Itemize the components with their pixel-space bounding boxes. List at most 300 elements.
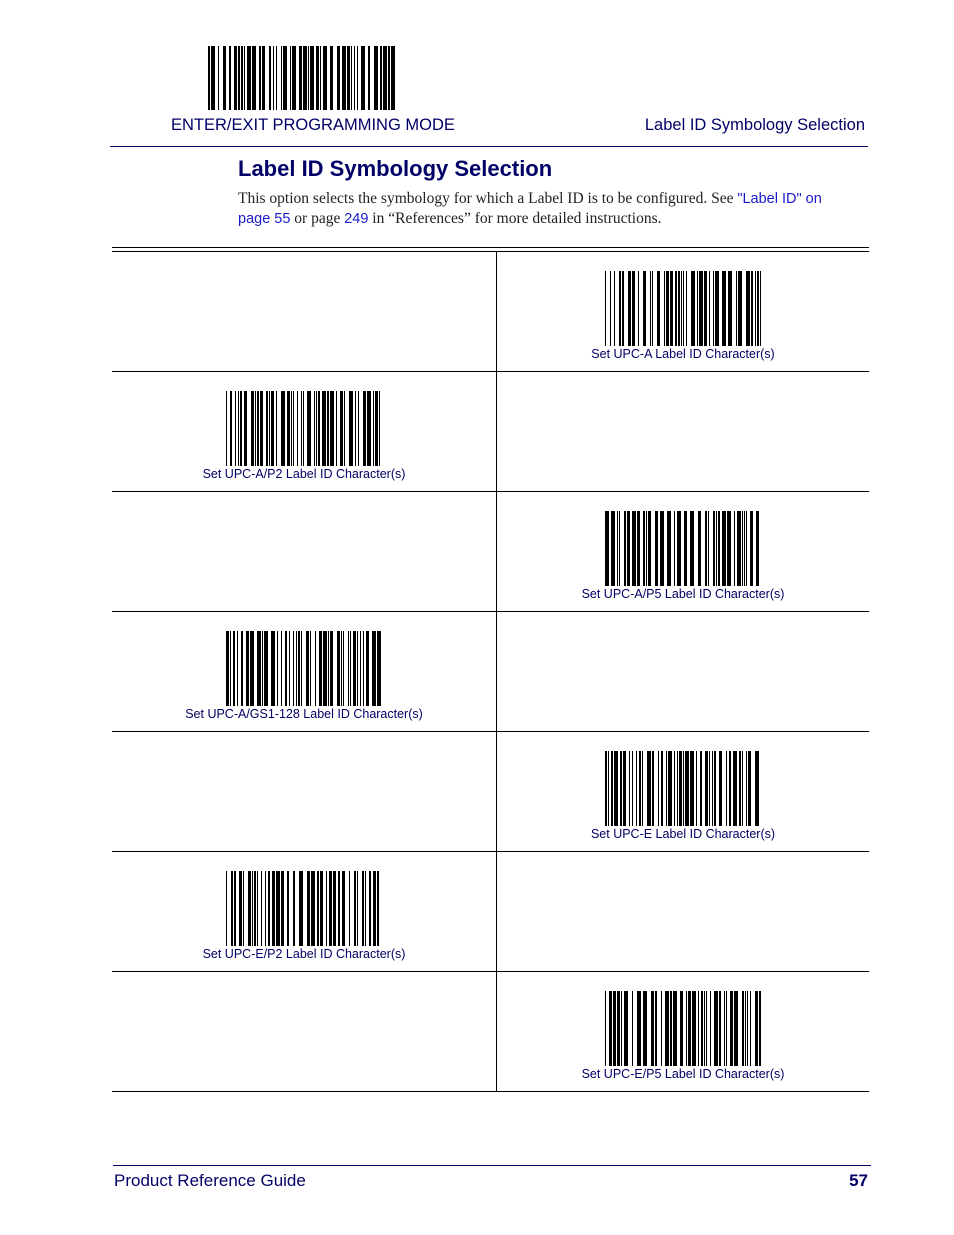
- barcode-bar: [311, 871, 315, 946]
- barcode-bar: [211, 46, 215, 110]
- barcode-bar: [366, 631, 369, 706]
- barcode-bar: [679, 751, 682, 826]
- barcode-bar: [722, 511, 726, 586]
- barcode-bar: [710, 991, 711, 1066]
- barcode-bar: [368, 46, 370, 110]
- barcode-bar: [248, 871, 251, 946]
- barcode-bar: [330, 631, 333, 706]
- barcode-bar: [704, 991, 705, 1066]
- barcode-bar: [756, 511, 759, 586]
- label-id-barcode: [226, 871, 382, 946]
- barcode-bar: [246, 631, 249, 706]
- barcode-bar: [750, 991, 751, 1066]
- barcode-bar: [605, 511, 609, 586]
- barcode-bar: [372, 631, 376, 706]
- barcode-bar: [691, 271, 695, 346]
- barcode-bar: [341, 631, 342, 706]
- barcode-bar: [330, 46, 333, 110]
- barcode-bar: [632, 511, 636, 586]
- right-cell: [497, 372, 869, 491]
- right-cell: [497, 972, 869, 1091]
- intro-text-middle: or page: [290, 210, 345, 227]
- right-cell: [497, 852, 869, 971]
- barcode-bar: [303, 391, 304, 466]
- barcode-bar: [361, 46, 365, 110]
- barcode-bar: [670, 991, 672, 1066]
- barcode-bar: [208, 46, 210, 110]
- barcode-bar: [350, 631, 351, 706]
- barcode-bar: [609, 991, 612, 1066]
- barcode-bar: [760, 271, 761, 346]
- barcode-bar: [343, 631, 344, 706]
- barcode-bar: [742, 511, 743, 586]
- barcode-bar: [235, 391, 236, 466]
- barcode-bar: [268, 871, 270, 946]
- barcode-bar: [297, 391, 298, 466]
- barcode-bar: [751, 271, 753, 346]
- barcode-bar: [277, 631, 278, 706]
- barcode-bar: [233, 631, 235, 706]
- barcode-caption: Set UPC-A/P2 Label ID Character(s): [202, 467, 406, 481]
- barcode-bar: [726, 751, 727, 826]
- barcode-bar: [755, 751, 759, 826]
- barcode-bar: [285, 631, 287, 706]
- barcode-caption: Set UPC-E/P2 Label ID Character(s): [202, 947, 406, 961]
- barcode-bar: [293, 871, 295, 946]
- barcode-bar: [357, 631, 358, 706]
- barcode-bar: [624, 991, 628, 1066]
- barcode-bar: [358, 391, 359, 466]
- barcode-caption: Set UPC-E Label ID Character(s): [590, 827, 776, 841]
- barcode-bar: [314, 391, 315, 466]
- barcode-bar: [354, 871, 356, 946]
- barcode-bar: [320, 871, 323, 946]
- barcode-bar: [700, 751, 702, 826]
- barcode-bar: [617, 991, 620, 1066]
- barcode-bar: [369, 871, 371, 946]
- barcode-bar: [316, 46, 319, 110]
- barcode-bar: [692, 991, 696, 1066]
- barcode-bar: [658, 751, 659, 826]
- barcode-bar: [271, 631, 275, 706]
- barcode-bar: [271, 391, 274, 466]
- barcode-bar: [240, 391, 242, 466]
- barcode-bar: [357, 871, 358, 946]
- barcode-bar: [652, 271, 653, 346]
- barcode-row: [112, 492, 869, 612]
- barcode-bar: [661, 991, 662, 1066]
- barcode-caption: Set UPC-A/P5 Label ID Character(s): [581, 587, 785, 601]
- barcode-bar: [747, 991, 748, 1066]
- barcode-bar: [724, 991, 725, 1066]
- barcode-bar: [261, 871, 262, 946]
- label-id-barcode: [226, 391, 382, 466]
- barcode-bar: [614, 751, 618, 826]
- barcode-bar: [237, 631, 238, 706]
- barcode-bar: [373, 871, 376, 946]
- barcode-bar: [301, 391, 302, 466]
- barcode-bar: [742, 991, 744, 1066]
- barcode-bar: [349, 391, 353, 466]
- barcode-bar: [257, 391, 259, 466]
- barcode-bar: [673, 991, 677, 1066]
- barcode-bar: [698, 991, 699, 1066]
- label-id-barcode: [605, 511, 761, 586]
- barcode-bar: [383, 46, 387, 110]
- barcode-bar: [363, 391, 366, 466]
- barcode-bar: [733, 751, 737, 826]
- intro-text-end: in “References” for more detailed instructions.: [368, 210, 662, 227]
- barcode-bar: [746, 751, 747, 826]
- barcode-bar: [605, 751, 607, 826]
- left-cell: [112, 972, 496, 1091]
- barcode-bar: [755, 991, 758, 1066]
- barcode-bar: [342, 46, 346, 110]
- barcode-bar: [254, 871, 256, 946]
- barcode-bar: [736, 271, 737, 346]
- barcode-bar: [750, 511, 753, 586]
- header-programming-mode-label: ENTER/EXIT PROGRAMMING MODE: [171, 116, 455, 134]
- barcode-bar: [247, 46, 251, 110]
- barcode-table: [112, 252, 869, 1092]
- barcode-bar: [746, 271, 750, 346]
- barcode-row: [112, 252, 869, 372]
- barcode-bar: [303, 46, 307, 110]
- barcode-bar: [257, 631, 261, 706]
- left-cell: [112, 252, 496, 371]
- barcode-bar: [290, 46, 291, 110]
- barcode-bar: [734, 991, 738, 1066]
- barcode-bar: [264, 631, 268, 706]
- section-title: Label ID Symbology Selection: [238, 156, 553, 181]
- barcode-bar: [657, 271, 660, 346]
- barcode-bar: [727, 511, 731, 586]
- barcode-bar: [326, 871, 327, 946]
- barcode-bar: [651, 991, 654, 1066]
- barcode-bar: [714, 751, 716, 826]
- barcode-bar: [680, 991, 683, 1066]
- barcode-bar: [677, 511, 681, 586]
- barcode-bar: [648, 511, 651, 586]
- barcode-bar: [614, 271, 615, 346]
- barcode-bar: [719, 991, 721, 1066]
- barcode-bar: [244, 46, 245, 110]
- barcode-bar: [696, 751, 697, 826]
- barcode-bar: [686, 271, 687, 346]
- barcode-bar: [293, 631, 294, 706]
- barcode-bar: [728, 271, 732, 346]
- barcode-bar: [373, 391, 374, 466]
- barcode-bar: [391, 46, 395, 110]
- barcode-bar: [734, 511, 735, 586]
- barcode-bar: [287, 391, 290, 466]
- barcode-bar: [664, 271, 665, 346]
- barcode-bar: [709, 271, 710, 346]
- barcode-bar: [250, 631, 254, 706]
- barcode-bar: [638, 271, 639, 346]
- barcode-bar: [360, 631, 361, 706]
- barcode-bar: [367, 391, 371, 466]
- barcode-bar: [622, 271, 624, 346]
- barcode-bar: [354, 46, 355, 110]
- barcode-bar: [226, 391, 227, 466]
- barcode-bar: [262, 631, 263, 706]
- barcode-bar: [737, 511, 741, 586]
- barcode-bar: [709, 751, 710, 826]
- barcode-bar: [688, 991, 691, 1066]
- barcode-bar: [677, 751, 678, 826]
- barcode-bar: [646, 511, 647, 586]
- barcode-bar: [759, 991, 761, 1066]
- barcode-bar: [642, 751, 643, 826]
- barcode-bar: [306, 631, 309, 706]
- barcode-bar: [260, 391, 263, 466]
- barcode-bar: [632, 271, 635, 346]
- barcode-bar: [262, 46, 265, 110]
- barcode-bar: [283, 46, 287, 110]
- barcode-bar: [344, 391, 345, 466]
- barcode-bar: [374, 46, 378, 110]
- barcode-bar: [667, 511, 671, 586]
- barcode-bar: [660, 511, 664, 586]
- label-id-barcode: [605, 751, 761, 826]
- barcode-bar: [620, 751, 622, 826]
- barcode-bar: [698, 511, 701, 586]
- barcode-bar: [307, 391, 311, 466]
- right-cell: [497, 732, 869, 851]
- barcode-bar: [629, 751, 630, 826]
- barcode-bar: [748, 751, 751, 826]
- barcode-bar: [269, 391, 270, 466]
- barcode-bar: [655, 991, 657, 1066]
- barcode-bar: [231, 871, 233, 946]
- barcode-bar: [287, 871, 289, 946]
- barcode-bar: [238, 46, 240, 110]
- barcode-row: [112, 372, 869, 492]
- barcode-bar: [611, 511, 615, 586]
- barcode-bar: [706, 991, 707, 1066]
- barcode-bar: [291, 391, 292, 466]
- barcode-bar: [621, 991, 622, 1066]
- barcode-bar: [357, 46, 358, 110]
- barcode-bar: [655, 511, 658, 586]
- barcode-bar: [627, 511, 630, 586]
- barcode-bar: [674, 751, 675, 826]
- barcode-bar: [281, 391, 285, 466]
- barcode-bar: [340, 391, 343, 466]
- barcode-bar: [746, 511, 747, 586]
- barcode-bar: [337, 631, 340, 706]
- barcode-bar: [307, 871, 310, 946]
- barcode-bar: [234, 46, 237, 110]
- barcode-bar: [722, 271, 726, 346]
- barcode-bar: [650, 271, 651, 346]
- barcode-bar: [623, 751, 626, 826]
- barcode-bar: [705, 751, 708, 826]
- barcode-bar: [223, 46, 226, 110]
- barcode-bar: [252, 46, 256, 110]
- barcode-bar: [637, 511, 640, 586]
- barcode-bar: [299, 46, 302, 110]
- barcode-bar: [628, 271, 631, 346]
- barcode-bar: [377, 871, 379, 946]
- barcode-bar: [730, 991, 733, 1066]
- barcode-bar: [729, 751, 731, 826]
- barcode-bar: [668, 751, 672, 826]
- barcode-bar: [310, 631, 311, 706]
- left-cell: [112, 372, 496, 491]
- right-cell: [497, 492, 869, 611]
- barcode-bar: [273, 46, 274, 110]
- barcode-bar: [218, 46, 219, 110]
- barcode-bar: [617, 511, 618, 586]
- barcode-bar: [377, 631, 381, 706]
- header-section-title: Label ID Symbology Selection: [644, 116, 865, 134]
- barcode-bar: [316, 391, 317, 466]
- barcode-bar: [276, 46, 277, 110]
- barcode-bar: [608, 751, 609, 826]
- barcode-bar: [388, 46, 390, 110]
- barcode-bar: [678, 271, 680, 346]
- barcode-bar: [241, 46, 243, 110]
- right-cell: [497, 252, 869, 371]
- barcode-bar: [742, 751, 743, 826]
- barcode-bar: [697, 271, 698, 346]
- barcode-bar: [610, 271, 611, 346]
- left-cell: [112, 612, 496, 731]
- intro-text-start: This option selects the symbology for which a Label ID is to be configured. See: [238, 190, 738, 207]
- barcode-bar: [323, 46, 327, 110]
- right-cell: [497, 612, 869, 731]
- barcode-bar: [686, 991, 687, 1066]
- barcode-bar: [704, 271, 707, 346]
- barcode-bar: [310, 46, 314, 110]
- barcode-bar: [330, 391, 334, 466]
- barcode-bar: [683, 271, 684, 346]
- barcode-bar: [661, 751, 663, 826]
- barcode-bar: [380, 46, 382, 110]
- barcode-bar: [738, 271, 742, 346]
- barcode-bar: [349, 871, 350, 946]
- label-id-page-link[interactable]: "Label ID" on page 55: [238, 191, 822, 227]
- barcode-bar: [251, 391, 254, 466]
- barcode-bar: [239, 871, 242, 946]
- barcode-bar: [252, 871, 253, 946]
- barcode-bar: [353, 631, 356, 706]
- barcode-bar: [705, 511, 707, 586]
- barcode-bar: [675, 271, 677, 346]
- barcode-bar: [234, 871, 236, 946]
- barcode-bar: [320, 46, 321, 110]
- barcode-bar: [745, 991, 746, 1066]
- barcode-bar: [230, 391, 232, 466]
- barcode-bar: [739, 751, 741, 826]
- barcode-bar: [298, 631, 300, 706]
- barcode-bar: [336, 391, 337, 466]
- barcode-bar: [718, 511, 720, 586]
- barcode-bar: [292, 46, 296, 110]
- barcode-bar: [613, 991, 616, 1066]
- barcode-bar: [683, 751, 684, 826]
- barcode-bar: [226, 871, 227, 946]
- barcode-bar: [670, 271, 673, 346]
- barcode-bar: [337, 46, 340, 110]
- barcode-bar: [690, 511, 694, 586]
- barcode-bar: [299, 871, 303, 946]
- left-cell: [112, 732, 496, 851]
- intro-paragraph: [238, 189, 858, 229]
- barcode-bar: [226, 631, 229, 706]
- barcode-bar: [643, 271, 646, 346]
- barcode-bar: [637, 991, 641, 1066]
- barcode-bar: [272, 871, 275, 946]
- barcode-bar: [347, 46, 350, 110]
- barcode-bar: [308, 46, 309, 110]
- barcode-bar: [229, 46, 231, 110]
- footer-rule: [113, 1165, 871, 1166]
- barcode-bar: [619, 511, 620, 586]
- barcode-bar: [665, 991, 669, 1066]
- barcode-bar: [276, 871, 280, 946]
- barcode-bar: [605, 991, 606, 1066]
- barcode-caption: Set UPC-A Label ID Character(s): [591, 347, 775, 361]
- barcode-caption: Set UPC-A/GS1-128 Label ID Character(s): [185, 707, 423, 721]
- barcode-bar: [329, 871, 332, 946]
- barcode-bar: [244, 391, 247, 466]
- barcode-bar: [365, 871, 366, 946]
- barcode-bar: [712, 751, 713, 826]
- barcode-bar: [701, 991, 703, 1066]
- page-number: 57: [849, 1171, 868, 1190]
- barcode-bar: [726, 991, 727, 1066]
- header-rule: [110, 146, 868, 147]
- barcode-bar: [715, 271, 719, 346]
- barcode-bar: [713, 511, 715, 586]
- left-cell: [112, 852, 496, 971]
- barcode-bar: [281, 631, 282, 706]
- barcode-bar: [690, 751, 694, 826]
- barcode-bar: [351, 46, 352, 110]
- barcode-bar: [328, 631, 329, 706]
- barcode-bar: [755, 271, 756, 346]
- barcode-bar: [289, 631, 290, 706]
- barcode-bar: [647, 751, 651, 826]
- barcode-bar: [265, 871, 266, 946]
- barcode-bar: [713, 271, 714, 346]
- barcode-row: [112, 852, 869, 972]
- barcode-bar: [632, 991, 633, 1066]
- references-page-link[interactable]: 249: [344, 211, 369, 227]
- barcode-bar: [714, 991, 718, 1066]
- barcode-bar: [643, 991, 647, 1066]
- barcode-bar: [363, 631, 364, 706]
- barcode-row: [112, 732, 869, 852]
- barcode-bar: [293, 391, 294, 466]
- barcode-bar: [362, 871, 364, 946]
- barcode-bar: [632, 751, 633, 826]
- barcode-bar: [611, 751, 613, 826]
- barcode-bar: [281, 871, 284, 946]
- barcode-bar: [379, 391, 380, 466]
- barcode-bar: [636, 751, 637, 826]
- barcode-bar: [243, 871, 244, 946]
- barcode-bar: [322, 391, 326, 466]
- barcode-bar: [319, 631, 322, 706]
- barcode-bar: [342, 871, 345, 946]
- programming-mode-barcode: [208, 46, 396, 110]
- barcode-bar: [605, 271, 606, 346]
- barcode-bar: [333, 871, 336, 946]
